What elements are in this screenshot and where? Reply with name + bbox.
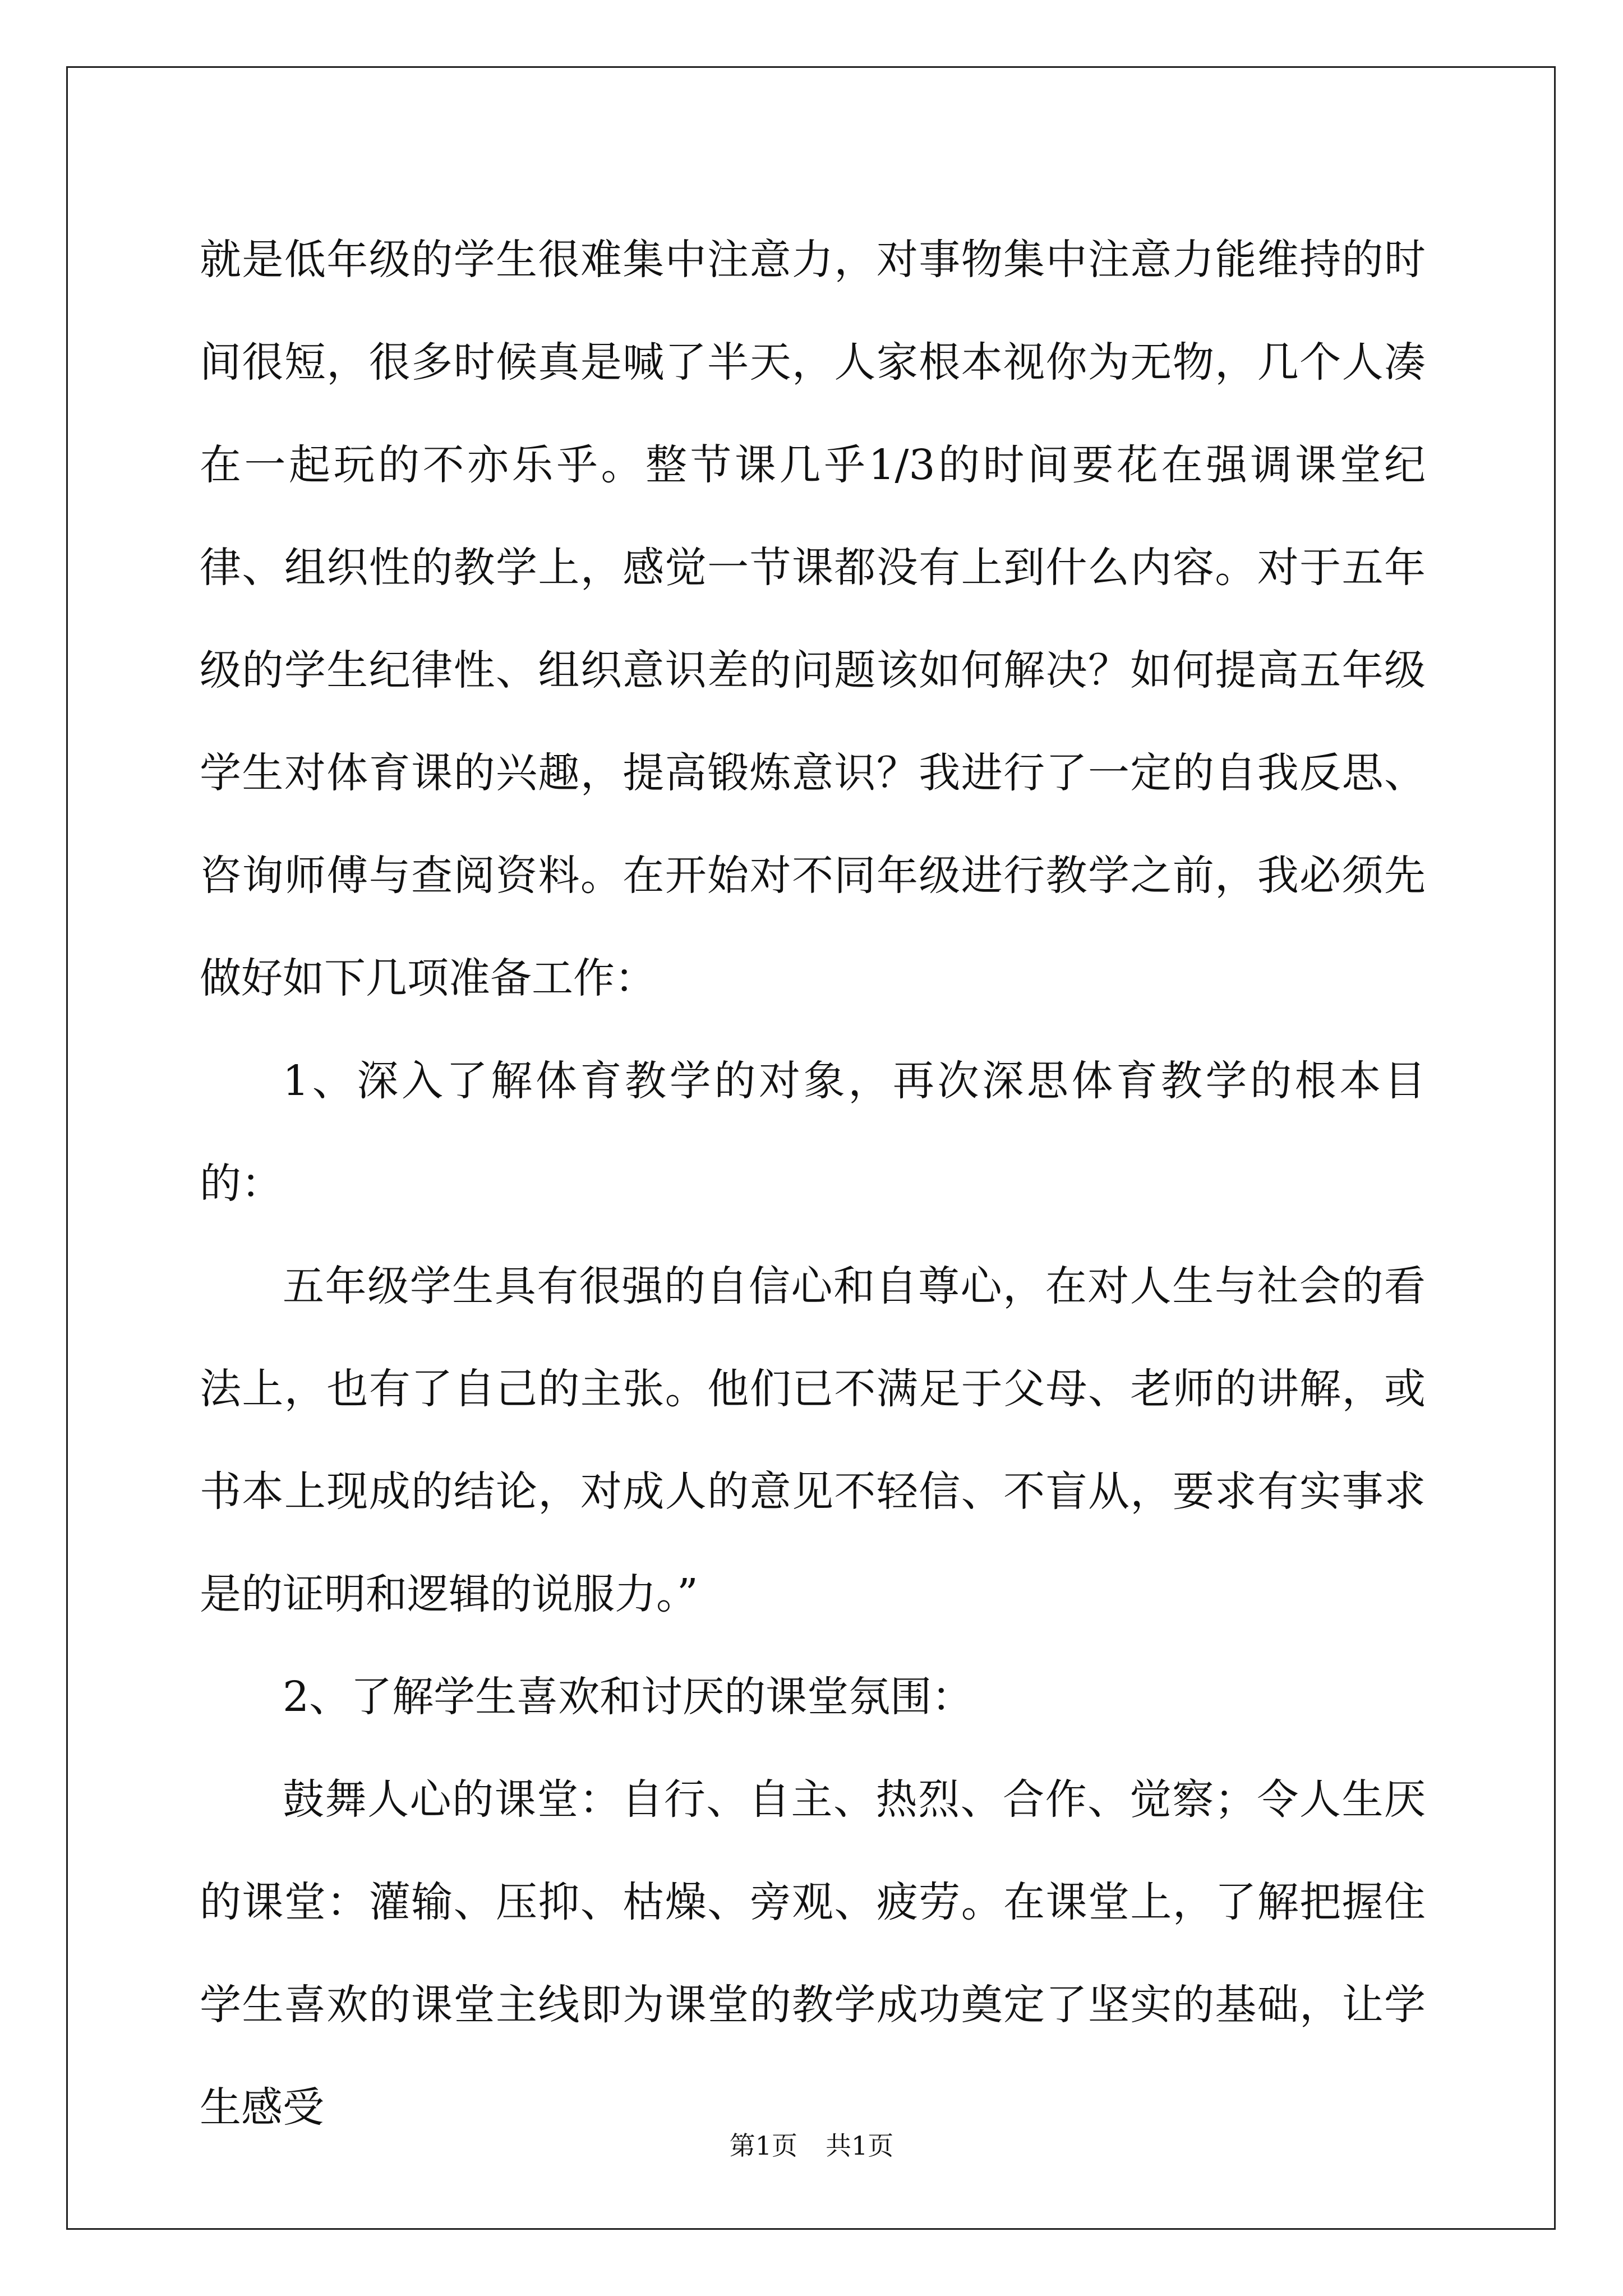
page-number-total: 共1页 xyxy=(826,2131,894,2161)
page-number-current: 第1页 xyxy=(729,2131,797,2161)
paragraph-3: 五年级学生具有很强的自信心和自尊心，在对人生与社会的看法上，也有了自己的主张。他们已不满足于父母、老师的讲解，或书本上现成的结论，对成人的意见不轻信、不盲从，要求有实事求是的证明和逻辑的说服力。” xyxy=(200,1262,1426,1618)
paragraph-2: 1、深入了解体育教学的对象，再次深思体育教学的根本目的： xyxy=(200,1057,1426,1208)
document-body xyxy=(200,209,1426,2159)
paragraph-4: 2、了解学生喜欢和讨厌的课堂氛围： xyxy=(283,1673,974,1721)
paragraph-5: 鼓舞人心的课堂：自行、自主、热烈、合作、觉察；令人生厌的课堂：灌输、压抑、枯燥、旁观、疲劳。在课堂上，了解把握住学生喜欢的课堂主线即为课堂的教学成功奠定了坚实的基础，让学生感受 xyxy=(200,1775,1426,2132)
page-footer xyxy=(0,2129,1623,2162)
paragraph-1: 就是低年级的学生很难集中注意力，对事物集中注意力能维持的时间很短，很多时候真是喊了半天，人家根本视你为无物，几个人凑在一起玩的不亦乐乎。整节课几乎1/3的时间要花在强调课堂纪律、组织性的教学上，感觉一节课都没有上到什么内容。对于五年级的学生纪律性、组织意识差的问题该如何解决？如何提高五年级学生对体育课的兴趣，提高锻炼意识？我进行了一定的自我反思、咨询师傅与查阅资料。在开始对不同年级进行教学之前，我必须先做好如下几项准备工作： xyxy=(200,236,1426,1002)
